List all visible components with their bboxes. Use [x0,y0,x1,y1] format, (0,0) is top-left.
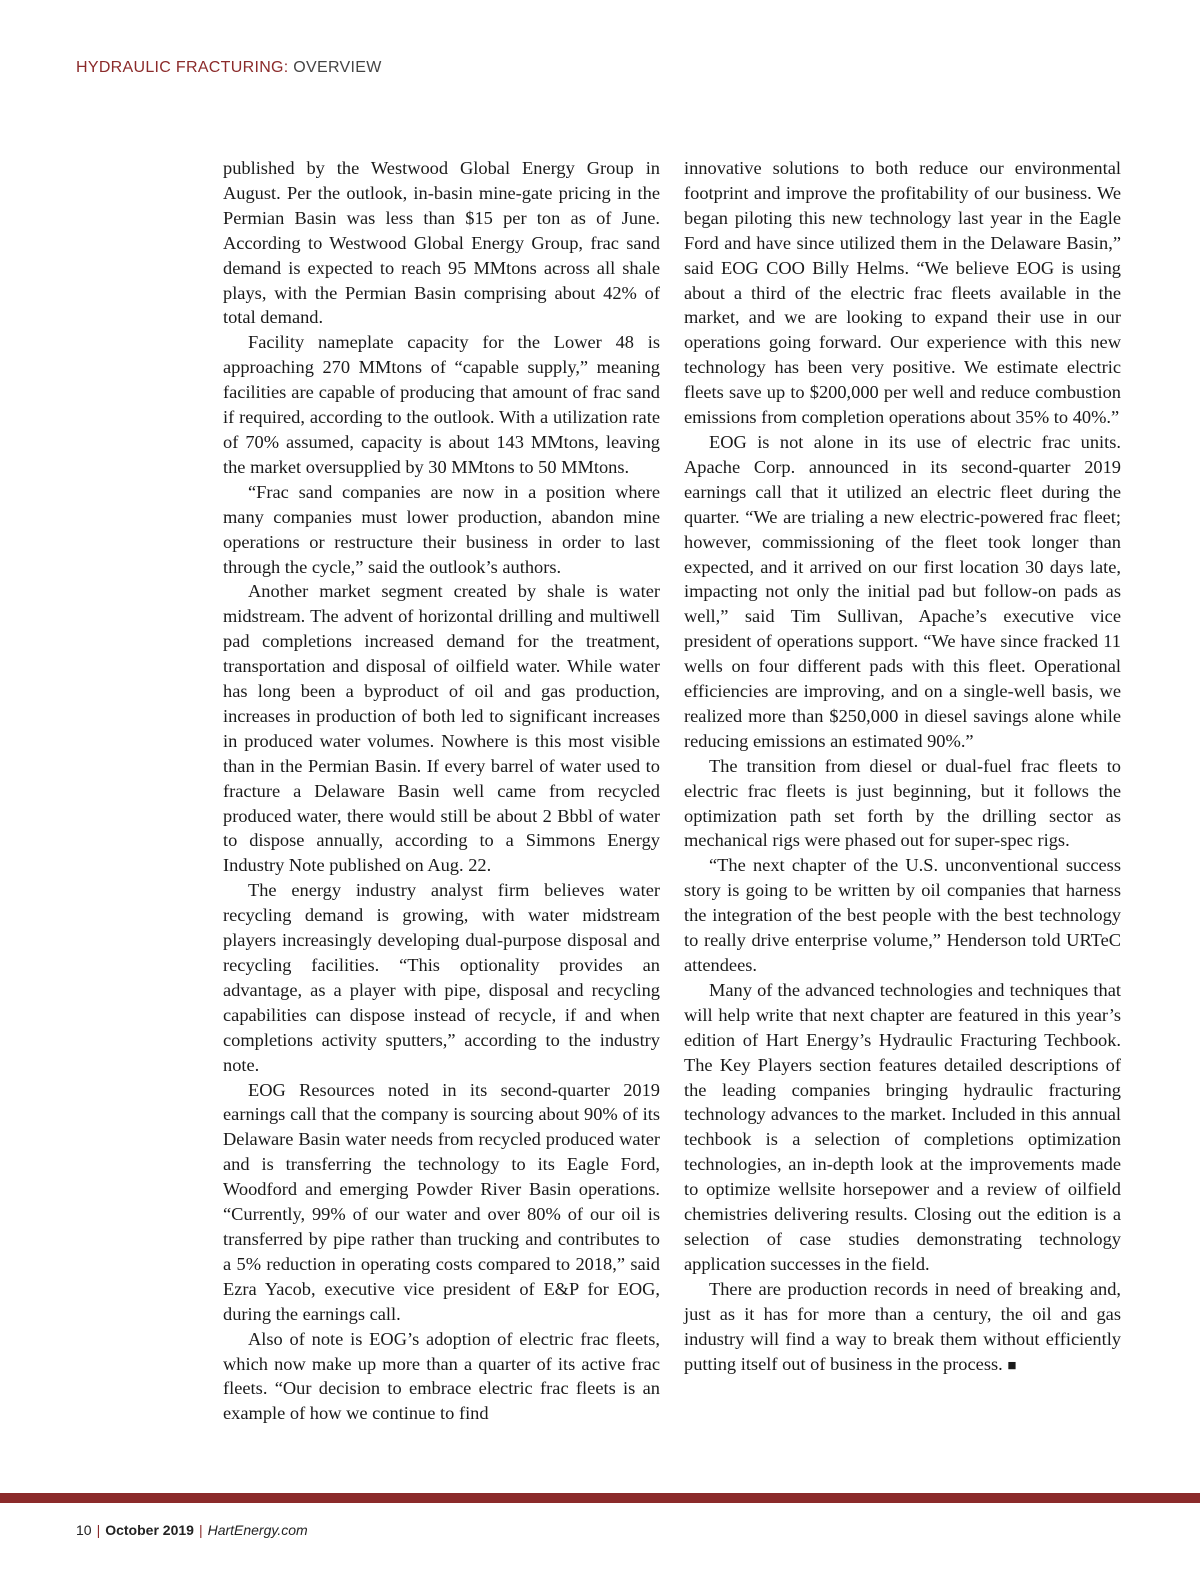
section-subtitle: OVERVIEW [293,59,382,76]
footer-separator: | [96,1522,101,1538]
paragraph: Another market segment created by shale is water midstream. The advent of horizontal drilling and multiwell pad completions increased demand for the treatment, transportation and disposal of oilfield water. While water has long been a byproduct of oil and gas production, increases in production of both led to significant increases in produced water volumes. Nowhere is this most visible than in the Permian Basin. If every barrel of water used to fracture a Delaware Basin well came from recycled produced water, there would still be about 2 Bbbl of water to dispose annually, according to a Simmons Energy Industry Note published on Aug. 22. [223,581,660,876]
last-paragraph [684,1277,1121,1379]
paragraph: Facility nameplate capacity for the Lower 48 is approaching 270 MMtons of “capable supply,” meaning facilities are capable of producing that amount of frac sand if required, according to the outlook. With a utilization rate of 70% assumed, capacity is about 143 MMtons, leaving the market oversupplied by 30 MMtons to 50 MMtons. [223,332,660,477]
paragraph: The transition from diesel or dual-fuel frac fleets to electric frac fleets is just beginning, but it follows the optimization path set forth by the drilling sector as mechanical rigs were phased out for super-spec rigs. [684,755,1121,851]
section-title: HYDRAULIC FRACTURING: [76,59,289,76]
paragraph: published by the Westwood Global Energy Group in August. Per the outlook, in-basin mine-gate pricing in the Permian Basin was less than $15 per ton as of June. According to Westwood Global Energy Group, frac sand demand is expected to reach 95 MMtons across all shale plays, with the Permian Basin comprising about 42% of total demand. [223,158,660,328]
article-column-left [223,156,660,1426]
paragraph: The energy industry analyst firm believes water recycling demand is growing, with water midstream players increasingly developing dual-purpose disposal and recycling facilities. “This optionality provides an advantage, as a player with pipe, disposal and recycling capabilities can dispose instead of recycle, if and when completions activity sputters,” according to the industry note. [223,880,660,1075]
footer-divider [0,1493,1200,1503]
page-number: 10 [76,1522,92,1538]
running-header [76,59,382,77]
paragraph: “Frac sand companies are now in a position where many companies must lower production, abandon mine operations or restructure their business in order to last through the cycle,” said the outlook’s authors. [223,481,660,577]
paragraph: EOG Resources noted in its second-quarter 2019 earnings call that the company is sourcing about 90% of its Delaware Basin water needs from recycled produced water and is transferring the technology to its Eagle Ford, Woodford and emerging Powder River Basin operations. “Currently, 99% of our water and over 80% of our oil is transferred by pipe rather than trucking and contributes to a 5% reduction in operating costs compared to 2018,” said Ezra Yacob, executive vice president of E&P for EOG, during the earnings call. [223,1079,660,1324]
paragraph: EOG is not alone in its use of electric frac units. Apache Corp. announced in its second-quarter 2019 earnings call that it utilized an electric fleet during the quarter. “We are trialing a new electric-powered frac fleet; however, commissioning of the fleet took longer than expected, and it arrived on our first location 30 days late, impacting not only the initial pad but follow-on pads as well,” said Tim Sullivan, Apache’s executive vice president of operations support. “We have since fracked 11 wells on four different pads with this fleet. Operational efficiencies are improving, and on a single-well basis, we realized more than $250,000 in diesel savings alone while reducing emissions an estimated 90%.” [684,431,1121,751]
end-of-article-icon: ■ [1007,1357,1017,1374]
article-column-right [684,156,1121,1378]
paragraph: “The next chapter of the U.S. unconventional success story is going to be written by oil companies that harness the integration of the best people with the best technology to really drive enterprise volume,” Henderson told URTeC attendees. [684,855,1121,975]
footer-separator: | [198,1522,203,1538]
paragraph-text: There are production records in need of breaking and, just as it has for more than a century, the oil and gas industry will find a way to break them without efficiently putting itself out of business in the process. [684,1278,1121,1374]
paragraph: innovative solutions to both reduce our environmental footprint and improve the profitability of our business. We began piloting this new technology last year in the Eagle Ford and have since utilized them in the Delaware Basin,” said EOG COO Billy Helms. “We believe EOG is using about a third of the electric frac fleets available in the market, and we are looking to expand their use in our operations going forward. Our experience with this new technology has been very positive. We estimate electric fleets save up to $200,000 per well and reduce combustion emissions from completion operations about 35% to 40%.” [684,158,1121,428]
website-link[interactable]: HartEnergy.com [207,1522,308,1538]
page-footer [76,1522,308,1538]
paragraph: Many of the advanced technologies and techniques that will help write that next chapter are featured in this year’s edition of Hart Energy’s Hydraulic Fracturing Techbook. The Key Players section features detailed descriptions of the leading companies bringing hydraulic fracturing technology advances to the market. Included in this annual techbook is a selection of completions optimization technologies, an in-depth look at the improvements made to optimize wellsite horsepower and a review of oilfield chemistries delivering results. Closing out the edition is a selection of case studies demonstrating technology application successes in the field. [684,979,1121,1274]
paragraph: Also of note is EOG’s adoption of electric frac fleets, which now make up more than a quarter of its active frac fleets. “Our decision to embrace electric frac fleets is an example of how we continue to find [223,1328,660,1424]
issue-date: October 2019 [105,1522,194,1538]
